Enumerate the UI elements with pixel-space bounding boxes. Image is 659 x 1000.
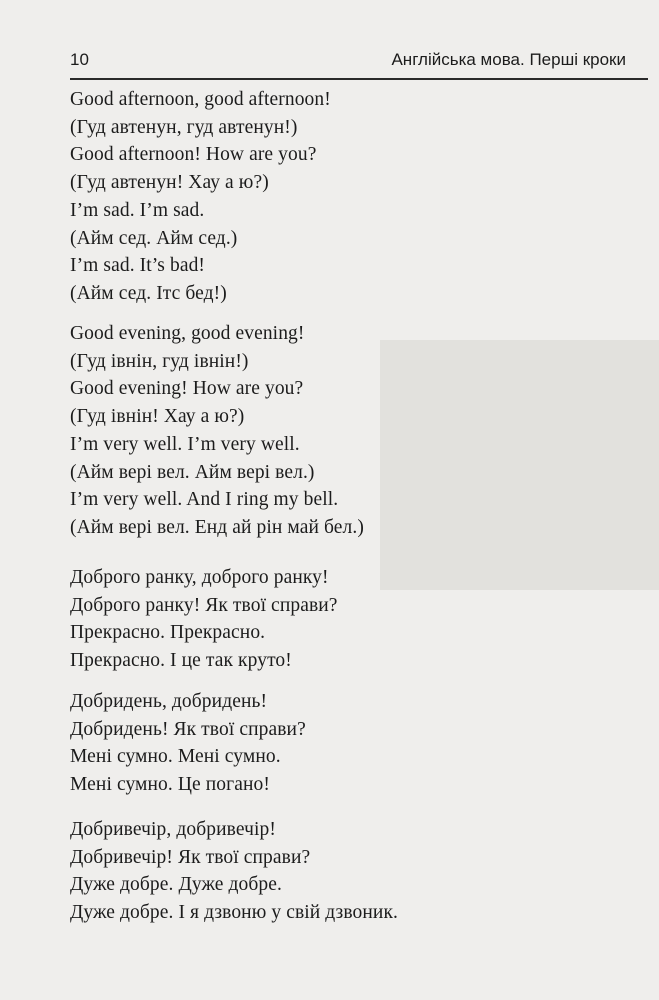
transcription-line: (Гуд івнін! Хау а ю?) [70,406,245,428]
translation-line: Мені сумно. Це погано! [70,774,270,796]
transcription-line: (Айм сед. Айм сед.) [70,227,238,249]
transcription-line: (Гуд автенун! Хау а ю?) [70,172,269,194]
translation-line: Добривечір! Як твої справи? [70,846,311,868]
translation-line: Доброго ранку, доброго ранку! [70,567,329,588]
translation-line: Прекрасно. І це так круто! [70,650,292,672]
translation-line: Мені сумно. Мені сумно. [70,746,281,768]
translation-line: Доброго ранку! Як твої справи? [70,594,338,616]
translation-stanza-afternoon [70,688,306,799]
verse-line: Good afternoon! How are you? [70,144,317,166]
page-header [70,48,648,80]
translation-line: Дуже добре. Дуже добре. [70,874,283,896]
page-number: 10 [70,50,89,69]
transcription-line: (Гуд автенун, гуд автенун!) [70,116,298,138]
translation-line: Добридень, добридень! [70,691,268,712]
transcription-line: (Айм сед. Ітс бед!) [70,282,227,304]
song-stanza-evening [70,320,364,542]
running-title: Англійська мова. Перші кроки [391,50,626,69]
verse-line: Good evening! How are you? [70,378,304,400]
translation-line: Добривечір, добривечір! [70,819,276,840]
verse-line: I’m very well. I’m very well. [70,433,300,455]
transcription-line: (Гуд івнін, гуд івнін!) [70,350,249,372]
verse-line: I’m sad. It’s bad! [70,255,206,277]
transcription-line: (Айм вері вел. Енд ай рін май бел.) [70,516,364,538]
verse-line: Good evening, good evening! [70,323,305,344]
transcription-line: (Айм вері вел. Айм вері вел.) [70,461,315,483]
verse-line: I’m sad. I’m sad. [70,199,205,221]
song-stanza-afternoon [70,86,331,308]
translation-line: Добридень! Як твої справи? [70,718,306,740]
translation-line: Дуже добре. І я дзвоню у свій дзвоник. [70,902,398,924]
translation-stanza-morning [70,564,338,675]
verse-line: I’m very well. And I ring my bell. [70,489,339,511]
translation-stanza-evening [70,816,398,927]
show-through-text [460,88,659,958]
verse-line: Good afternoon, good afternoon! [70,89,331,110]
translation-line: Прекрасно. Прекрасно. [70,622,266,644]
